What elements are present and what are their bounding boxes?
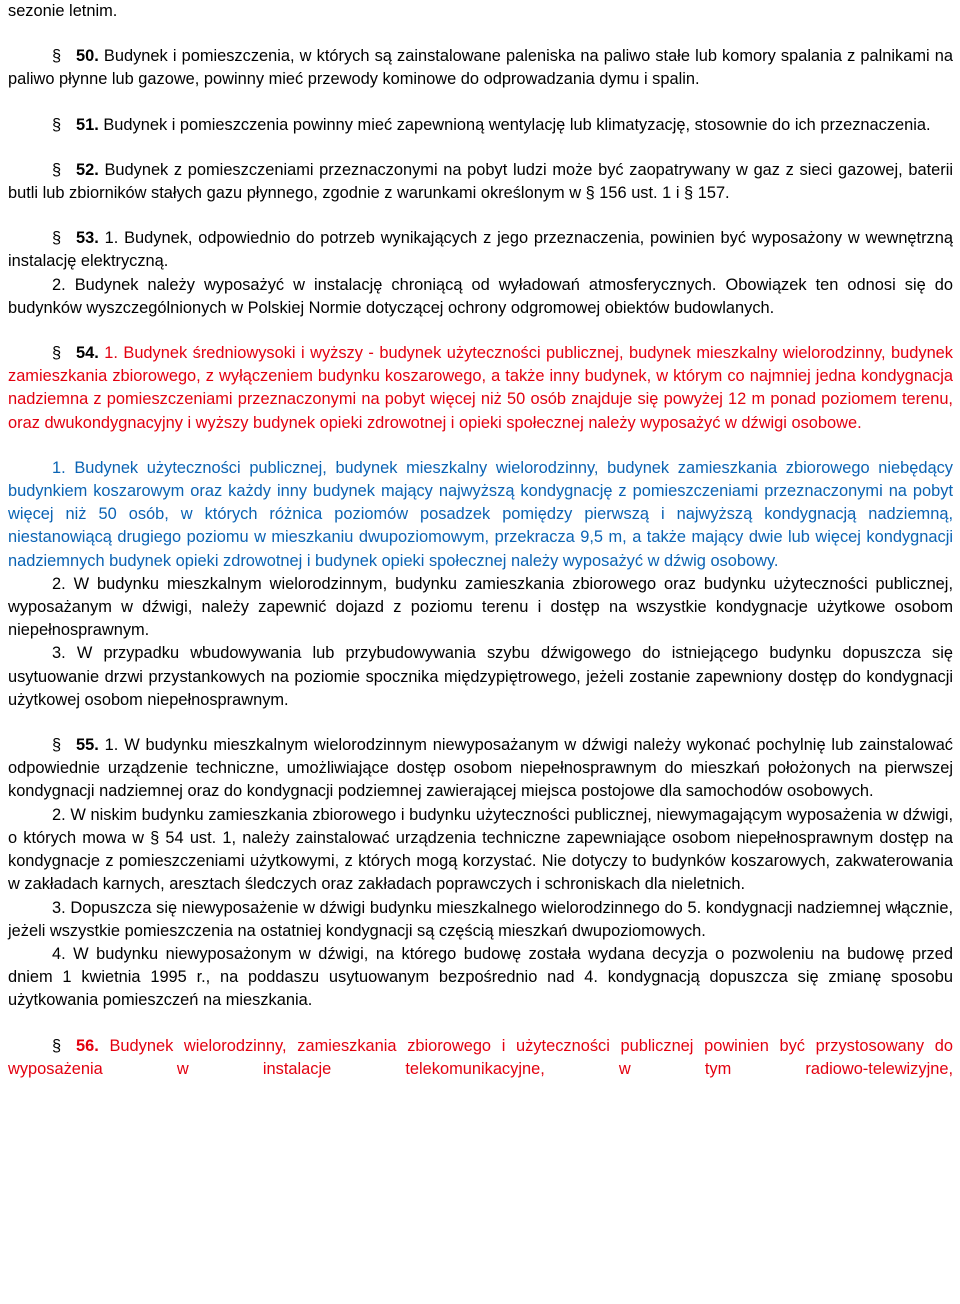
section-symbol: § xyxy=(52,47,62,66)
paragraph-53-item-2: 2. Budynek należy wyposażyć w instalację chroniącą od wyładowań atmosferycznych. Obowiązek ten odnosi się do budynków wyszczególnionych w Polskiej Normie dotyczącej ochrony odgromowej obiektów budowlanych. xyxy=(8,275,953,317)
paragraph-54-item-1-blue: 1. Budynek użyteczności publicznej, budynek mieszkalny wielorodzinny, budynek zamieszkania zbiorowego niebędący budynkiem koszarowym oraz każdy inny budynek mający najwyższą kondygnację z pomieszczeniami przeznaczonymi na pobyt więcej niż 50 osób, w których różnica poziomów posadzek pomiędzy pierwszą i najwyższą kondygnacją nadziemną, niestanowiącą drugiego poziomu w mieszkaniu dwupoziomowym, przekracza 9,5 m, a także mający dwie lub więcej kondygnacji nadziemnych budynek opieki zdrowotnej i budynek opieki społecznej należy wyposażyć w dźwig osobowy. xyxy=(8,458,953,570)
paragraph-text: 157. xyxy=(693,184,730,203)
paragraph-text: Budynek wielorodzinny, zamieszkania zbiorowego i użyteczności publicznej powinien być przystosowany do wyposażenia w instalacje telekomunikacyjne, w tym radiowo-telewizyjne, xyxy=(8,1036,953,1078)
section-number: 56. xyxy=(76,1036,99,1055)
paragraph-text: 1. Budynek, odpowiednio do potrzeb wynikających z jego przeznaczenia, powinien być wyposażony w wewnętrzną instalację elektryczną. xyxy=(8,229,953,271)
section-symbol: § xyxy=(52,344,62,363)
paragraph-52 xyxy=(8,159,953,205)
paragraph-54-item-3: 3. W przypadku wbudowywania lub przybudowywania szybu dźwigowego do istniejącego budynku dopuszcza się usytuowanie drzwi przystankowych na poziomie spocznika międzypiętrowego, jeżeli zostanie zapewniony dostęp do kondygnacji użytkowej osobom niepełnosprawnym. xyxy=(8,644,953,709)
section-symbol: § xyxy=(150,828,160,847)
paragraph-text: Budynek i pomieszczenia, w których są zainstalowane paleniska na paliwo stałe lub komory spalania z palnikami na paliwo płynne lub gazowe, powinny mieć przewody kominowe do odprowadzania dymu i spalin. xyxy=(8,47,953,89)
paragraph-text: Budynek z pomieszczeniami przeznaczonymi na pobyt ludzi może być zaopatrywany w gaz z sieci gazowej, baterii butli lub zbiorników stałych gazu płynnego, zgodnie z warunkami określonym w xyxy=(8,160,953,203)
paragraph-text: 156 ust. 1 i xyxy=(594,184,685,203)
section-number: 53. xyxy=(76,229,99,248)
section-symbol: § xyxy=(52,1036,62,1055)
section-symbol: § xyxy=(684,184,694,203)
paragraph-50 xyxy=(8,45,953,91)
section-number: 50. xyxy=(76,47,99,66)
section-number: 54. xyxy=(76,344,99,363)
paragraph-continuation: sezonie letnim. xyxy=(8,2,118,20)
paragraph-text: 54 ust. 1, należy zainstalować urządzenia techniczne zapewniające osobom niepełnosprawnym dostęp na kondygnacje z pomieszczeniami użytkowymi, z których mogą korzystać. Nie dotyczy to budynków koszarowych, zakwaterowania w zakładach karnych, aresztach śledczych oraz zakładach poprawczych i schroniskach dla nieletnich. xyxy=(8,828,953,894)
section-symbol: § xyxy=(52,229,62,248)
section-symbol: § xyxy=(52,115,62,134)
paragraph-55-item-3: 3. Dopuszcza się niewyposażenie w dźwigi budynku mieszkalnego wielorodzinnego do 5. kondygnacji nadziemnej włącznie, jeżeli wszystkie pomieszczenia na ostatniej kondygnacji są częścią mieszkań dwupoziomowych. xyxy=(8,898,953,940)
section-symbol: § xyxy=(52,736,62,755)
paragraph-55-item-1 xyxy=(8,734,953,804)
paragraph-55-item-2 xyxy=(8,804,953,897)
section-symbol: § xyxy=(585,184,595,203)
paragraph-51 xyxy=(8,114,953,137)
document-page xyxy=(8,0,953,1081)
section-number: 52. xyxy=(76,160,99,179)
paragraph-text: 1. Budynek średniowysoki i wyższy - budynek użyteczności publicznej, budynek mieszkalny wielorodzinny, budynek zamieszkania zbiorowego, z wyłączeniem budynku koszarowego, a także inny budynek, w którym co najmniej jedna kondygnacja nadziemna z pomieszczeniami przeznaczonymi na pobyt więcej niż 50 osób znajduje się powyżej 12 m ponad poziomem terenu, oraz dwukondygnacyjny i wyższy budynek opieki zdrowotnej i opieki społecznej należy wyposażyć w dźwigi osobowe. xyxy=(8,344,953,432)
section-number: 55. xyxy=(76,736,99,755)
paragraph-56 xyxy=(8,1035,953,1081)
paragraph-54-item-2: 2. W budynku mieszkalnym wielorodzinnym, budynku zamieszkania zbiorowego oraz budynku użyteczności publicznej, wyposażanym w dźwigi, należy zapewnić dojazd z poziomu terenu i dostęp na wszystkie kondygnacje użytkowe osobom niepełnosprawnym. xyxy=(8,574,953,640)
paragraph-text: 1. W budynku mieszkalnym wielorodzinnym niewyposażanym w dźwigi należy wykonać pochylnię lub zainstalować odpowiednie urządzenie techniczne, umożliwiające dostęp osobom niepełnosprawnym do mieszkań położonych na pierwszej kondygnacji nadziemnej oraz do kondygnacji podziemnej zawierającej miejsca postojowe dla samochodów osobowych. xyxy=(8,736,953,801)
paragraph-text: Budynek i pomieszczenia powinny mieć zapewnioną wentylację lub klimatyzację, stosownie do ich przeznaczenia. xyxy=(98,115,931,134)
paragraph-53-item-1 xyxy=(8,227,953,273)
paragraph-text: 2. W niskim budynku zamieszkania zbiorowego i budynku użyteczności publicznej, niewymagającym wyposażenia w dźwigi, o których mowa w xyxy=(8,805,953,847)
paragraph-54-item-1-red xyxy=(8,342,953,435)
paragraph-55-item-4: 4. W budynku niewyposażonym w dźwigi, na którego budowę została wydana decyzja o pozwoleniu na budowę przed dniem 1 kwietnia 1995 r., na poddaszu usytuowanym bezpośrednio nad 4. kondygnacją dopuszcza się zmianę sposobu użytkowania pomieszczeń na mieszkania. xyxy=(8,944,953,1010)
section-number: 51. xyxy=(76,115,99,134)
section-symbol: § xyxy=(52,160,62,179)
